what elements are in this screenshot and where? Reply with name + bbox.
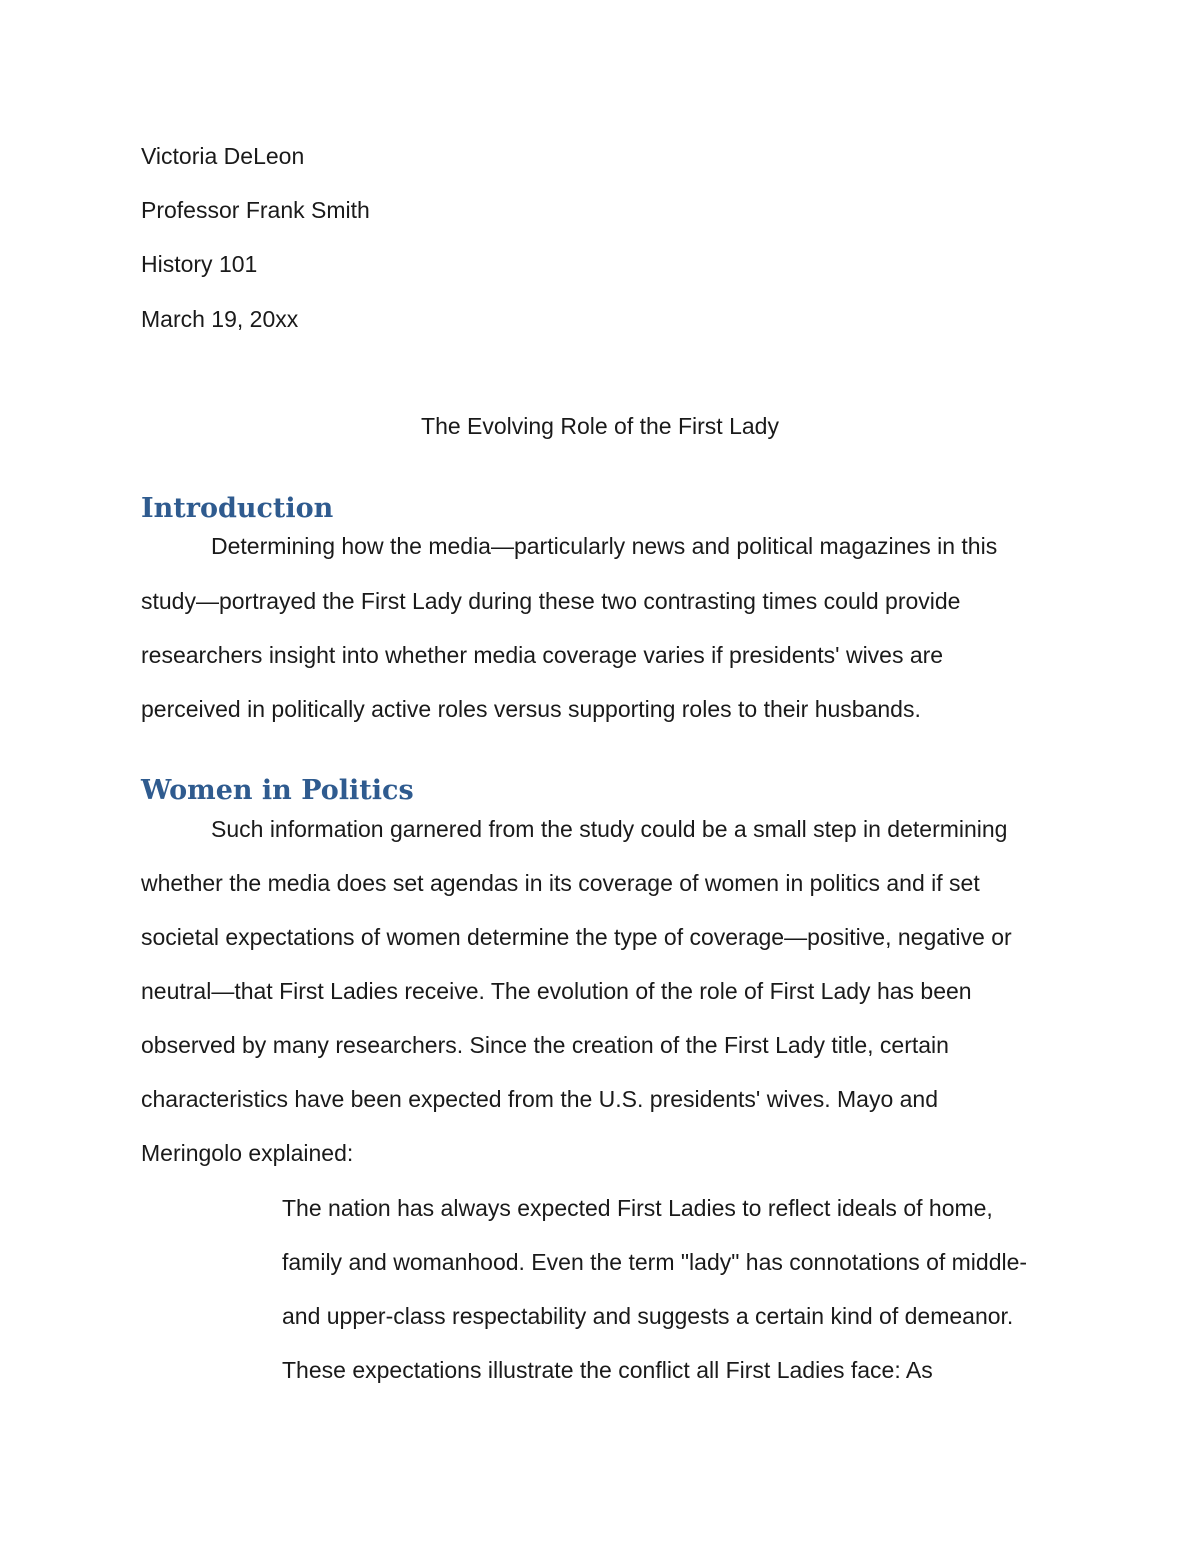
paragraph-line: Meringolo explained: — [141, 1140, 354, 1166]
blockquote-line: These expectations illustrate the conflict all First Ladies face: As — [282, 1357, 933, 1383]
paragraph-line: perceived in politically active roles versus supporting roles to their husbands. — [141, 696, 921, 722]
document-title: The Evolving Role of the First Lady — [421, 413, 779, 439]
section-heading-women-in-politics: Women in Politics — [141, 775, 414, 806]
section-heading-introduction: Introduction — [141, 493, 334, 524]
course-name: History 101 — [141, 251, 258, 277]
blockquote-line: family and womanhood. Even the term "lady" has connotations of middle- — [282, 1249, 1028, 1275]
paragraph-line: characteristics have been expected from the U.S. presidents' wives. Mayo and — [141, 1086, 939, 1112]
paragraph-line: study—portrayed the First Lady during these two contrasting times could provide — [141, 588, 961, 614]
paragraph-line: neutral—that First Ladies receive. The evolution of the role of First Lady has been — [141, 978, 972, 1004]
paragraph-line: Such information garnered from the study could be a small step in determining — [211, 816, 1008, 842]
blockquote-line: The nation has always expected First Ladies to reflect ideals of home, — [282, 1195, 993, 1221]
document-date: March 19, 20xx — [141, 306, 299, 332]
paragraph-line: observed by many researchers. Since the creation of the First Lady title, certain — [141, 1032, 949, 1058]
paragraph-line: researchers insight into whether media coverage varies if presidents' wives are — [141, 642, 944, 668]
instructor-name: Professor Frank Smith — [141, 197, 370, 223]
author-name: Victoria DeLeon — [141, 143, 305, 169]
paragraph-line: societal expectations of women determine the type of coverage—positive, negative or — [141, 924, 1012, 950]
paragraph-line: whether the media does set agendas in its coverage of women in politics and if set — [141, 870, 980, 896]
blockquote-line: and upper-class respectability and suggests a certain kind of demeanor. — [282, 1303, 1014, 1329]
paragraph-line: Determining how the media—particularly news and political magazines in this — [211, 533, 998, 559]
